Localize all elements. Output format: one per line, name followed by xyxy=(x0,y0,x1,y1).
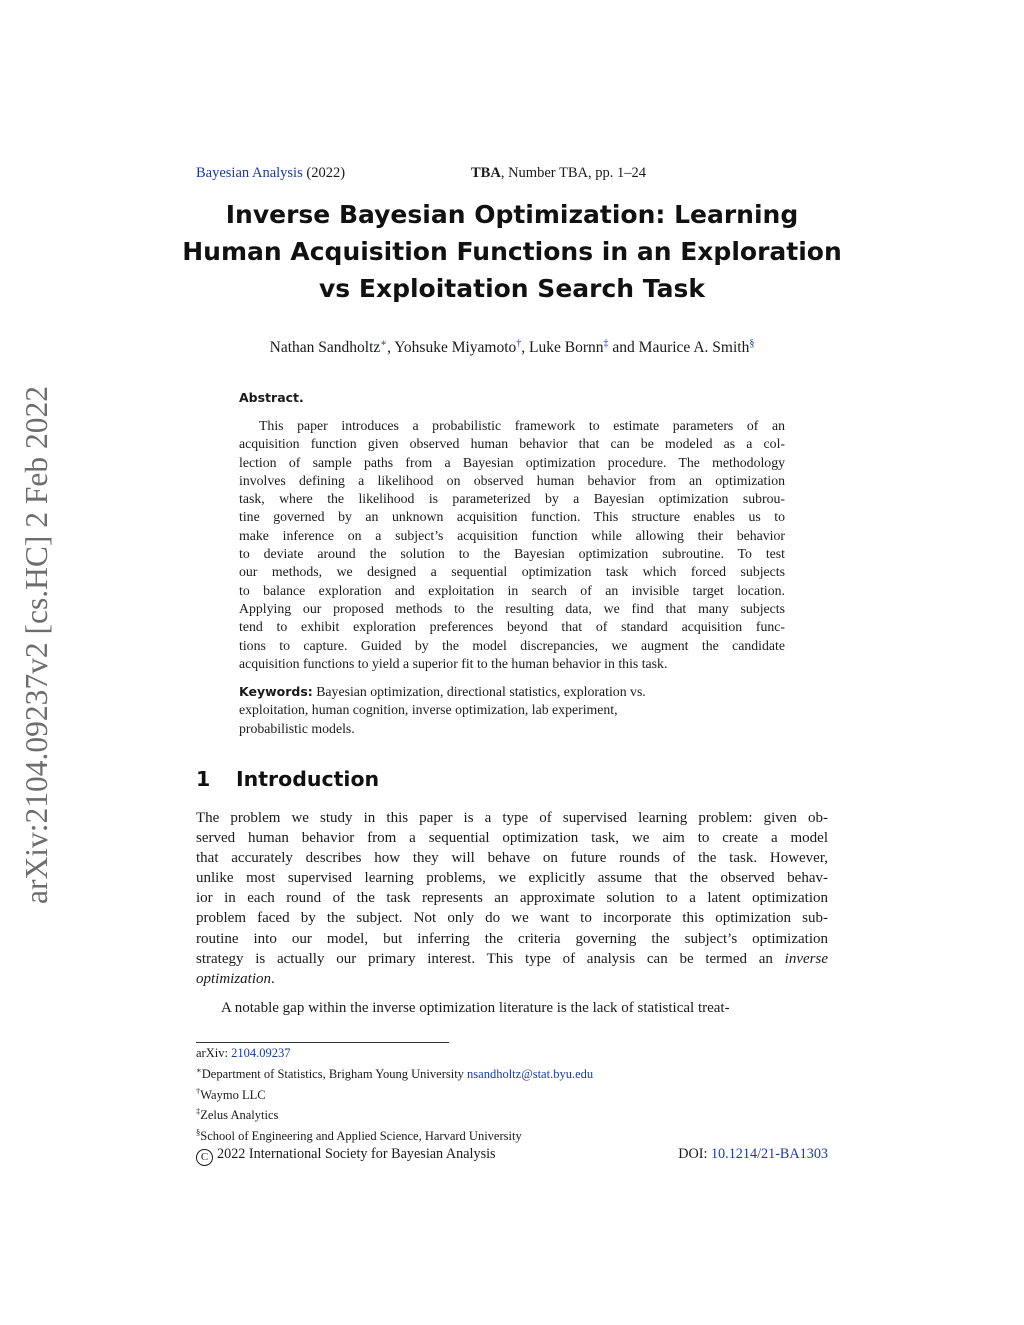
intro-line: that accurately describes how they will behave on future rounds of the task. However, xyxy=(196,850,828,867)
abstract-line: Applying our proposed methods to the resulting data, we find that many subjects xyxy=(239,600,785,616)
footnotes xyxy=(196,1045,828,1145)
abstract-line: tine governed by an unknown acquisition function. This structure enables us to xyxy=(239,509,785,525)
author-mark[interactable]: ∗ xyxy=(380,338,388,349)
author-name: Yohsuke Miyamoto xyxy=(394,339,517,357)
paper-title xyxy=(150,196,874,307)
footnote-text: School of Engineering and Applied Science, Harvard University xyxy=(200,1129,522,1144)
intro-line: The problem we study in this paper is a type of supervised learning problem: given ob- xyxy=(196,810,828,826)
footnote xyxy=(196,1062,828,1083)
abstract-line: task, where the likelihood is parameterized by a Bayesian optimization subrou- xyxy=(239,491,785,507)
abstract-line: tend to exhibit exploration preferences beyond that of standard acquisition func- xyxy=(239,619,785,635)
title-line: Human Acquisition Functions in an Exploration xyxy=(182,237,842,266)
footnote xyxy=(196,1103,828,1124)
title-line: Inverse Bayesian Optimization: Learning xyxy=(225,200,799,229)
doi-label: DOI: xyxy=(678,1146,711,1162)
author-name: Luke Bornn xyxy=(529,339,604,357)
abstract-line: This paper introduces a probabilistic framework to estimate parameters of an xyxy=(259,418,785,433)
copyright-icon: C xyxy=(196,1149,213,1166)
author-name: Maurice A. Smith xyxy=(638,339,750,357)
intro-line xyxy=(196,969,828,989)
intro-italic: optimization xyxy=(196,970,272,987)
author-list: Nathan Sandholtz∗, Yohsuke Miyamoto†, Luke Bornn‡ and Maurice A. Smith§ xyxy=(269,338,755,357)
intro-line: served human behavior from a sequential optimization task, we aim to create a model xyxy=(196,830,828,847)
email-link[interactable]: nsandholtz@stat.byu.edu xyxy=(467,1066,594,1081)
intro-body xyxy=(196,808,828,1016)
journal-year: (2022) xyxy=(306,165,346,181)
intro-line: ior in each round of the task represents an approximate solution to a latent optimization xyxy=(196,890,828,907)
arxiv-stamp: arXiv:2104.09237v2 [cs.HC] 2 Feb 2022 xyxy=(19,386,54,904)
author-mark[interactable]: § xyxy=(749,338,755,349)
abstract-line: tions to capture. Guided by the model discrepancies, we augment the candidate xyxy=(239,637,785,653)
journal-link[interactable]: Bayesian Analysis xyxy=(196,165,303,181)
title-line: vs Exploitation Search Task xyxy=(319,274,705,303)
copyright-notice xyxy=(196,1146,496,1166)
author-name: Nathan Sandholtz xyxy=(269,339,381,357)
footnote-mark: ∗ xyxy=(196,1064,202,1075)
footnote-rule xyxy=(196,1042,449,1043)
abstract-line: our methods, we designed a sequential optimization task which forced subjects xyxy=(239,564,785,580)
footnote-mark: † xyxy=(196,1085,201,1096)
intro-line: A notable gap within the inverse optimization literature is the lack of statistical treat- xyxy=(221,1000,730,1016)
abstract-line: make inference on a subject’s acquisition function while allowing their behavior xyxy=(239,527,785,543)
intro-line xyxy=(196,949,828,969)
intro-line: routine into our model, but inferring the criteria governing the subject’s optimization xyxy=(196,930,828,947)
abstract-line: acquisition functions to yield a superior fit to the human behavior in this task. xyxy=(239,655,668,671)
intro-line: problem faced by the subject. Not only do we want to incorporate this optimization sub- xyxy=(196,910,828,927)
section-number: 1 xyxy=(196,767,211,791)
copyright-text: 2022 International Society for Bayesian Analysis xyxy=(217,1146,496,1162)
author-mark[interactable]: ‡ xyxy=(603,338,609,349)
footnote-text: Department of Statistics, Brigham Young University xyxy=(201,1066,468,1081)
keywords-label: Keywords: xyxy=(239,684,313,699)
intro-paragraph-2 xyxy=(196,998,828,1018)
journal-citation xyxy=(196,165,345,182)
abstract-line: involves defining a likelihood on observed human behavior from an optimization xyxy=(239,472,785,488)
footnote-arxiv xyxy=(196,1045,828,1062)
abstract-line: to balance exploration and exploitation in search of an invisible target location. xyxy=(239,582,785,598)
abstract-body xyxy=(239,417,785,673)
volume-info xyxy=(471,165,646,182)
author-mark[interactable]: † xyxy=(516,338,522,349)
abstract-line: lection of sample paths from a Bayesian optimization procedure. The methodology xyxy=(239,454,785,470)
footnote-text: Waymo LLC xyxy=(200,1087,266,1102)
footnote-text: Zelus Analytics xyxy=(200,1108,279,1123)
footnote xyxy=(196,1124,828,1145)
doi xyxy=(678,1146,828,1163)
footnote xyxy=(196,1083,828,1104)
intro-line: unlike most supervised learning problems, we explicitly assume that the observed behav- xyxy=(196,870,828,887)
keywords-line: exploitation, human cognition, inverse optimization, lab experiment, xyxy=(239,702,618,718)
abstract-heading: Abstract. xyxy=(239,390,304,405)
arxiv-label: arXiv: xyxy=(196,1046,232,1060)
section-heading xyxy=(196,767,379,791)
volume-rest: , Number TBA, pp. 1–24 xyxy=(500,165,646,181)
intro-text: . xyxy=(271,970,275,987)
keywords-line: Bayesian optimization, directional statistics, exploration vs. xyxy=(316,684,646,699)
keywords-line: probabilistic models. xyxy=(239,720,355,736)
keywords xyxy=(239,683,785,738)
volume-bold: TBA xyxy=(471,165,501,181)
abstract-line: acquisition function given observed human behavior that can be modeled as a col- xyxy=(239,436,785,452)
abstract-line: to deviate around the solution to the Bayesian optimization subroutine. To test xyxy=(239,546,785,562)
doi-link[interactable]: 10.1214/21-BA1303 xyxy=(710,1146,828,1162)
footnote-mark: ‡ xyxy=(196,1106,201,1117)
intro-italic: inverse xyxy=(784,950,828,967)
footnote-mark: § xyxy=(196,1127,201,1138)
section-title: Introduction xyxy=(236,767,380,791)
arxiv-link[interactable]: 2104.09237 xyxy=(231,1046,291,1060)
intro-text: strategy is actually our primary interest. This type of analysis can be termed an xyxy=(196,950,785,967)
